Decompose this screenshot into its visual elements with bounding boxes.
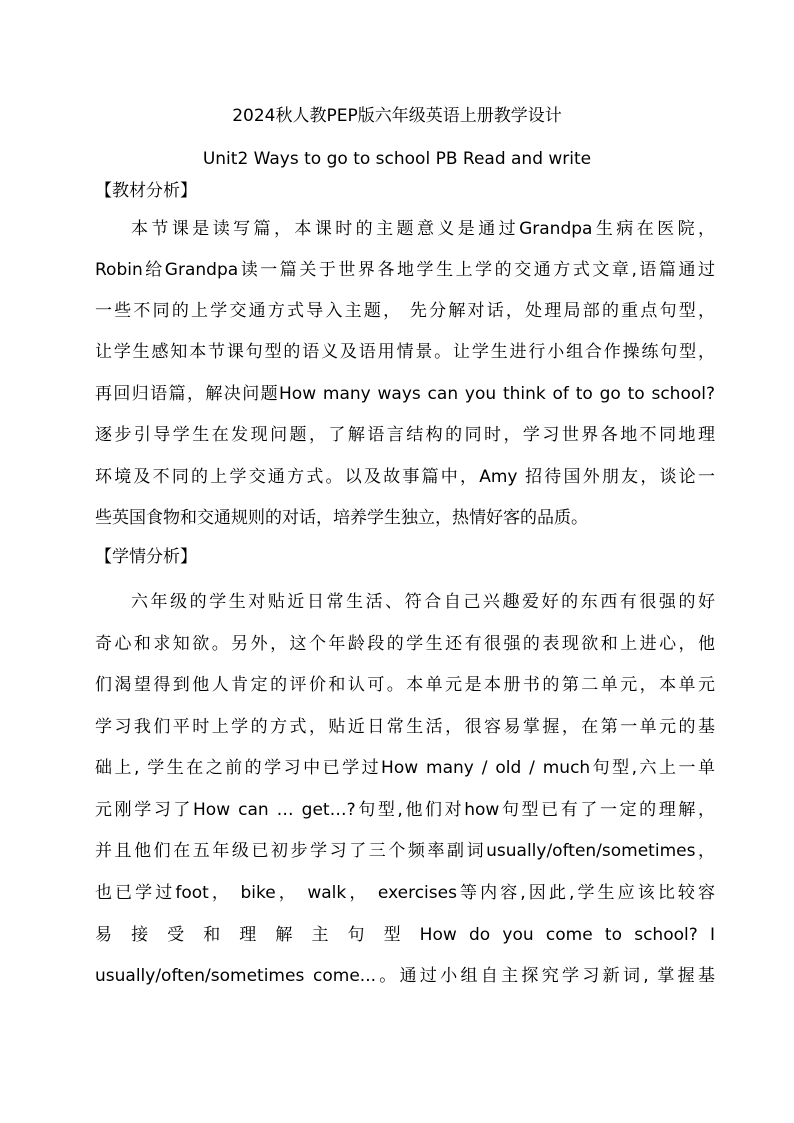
paragraph-line: 学习我们平时上学的方式，贴近日常生活，很容易掌握，在第一单元的基 [95,717,715,737]
paragraph-line: 易 接 受 和 理 解 主 句 型 How do you come to school? I [95,925,715,945]
paragraph-line: 些英国食物和交通规则的对话，培养学生独立，热情好客的品质。 [95,508,588,528]
paragraph-line: usually/often/sometimes come...。通过小组自主探究学习新词, 掌握基 [95,966,715,986]
paragraph-line: Robin给Grandpa读一篇关于世界各地学生上学的交通方式文章,语篇通过 [95,260,715,280]
paragraph-line: 础上, 学生在之前的学习中已学过How many / old / much句型,六上一单 [95,758,715,778]
paragraph-line: 一些不同的上学交通方式导入主题， 先分解对话，处理局部的重点句型， [95,301,715,321]
section-heading-textbook-analysis: 【教材分析】 [95,181,197,201]
document-title: 2024秋人教PEP版六年级英语上册教学设计 [232,106,562,126]
paragraph-line: 也已学过foot， bike， walk， exercises等内容,因此,学生应该比较容 [95,883,715,903]
paragraph-line: 六年级的学生对贴近日常生活、符合自己兴趣爱好的东西有很强的好 [131,592,715,612]
paragraph-line: 环境及不同的上学交通方式。以及故事篇中，Amy 招待国外朋友，谈论一 [95,467,715,487]
document-subtitle: Unit2 Ways to go to school PB Read and write [202,149,592,169]
paragraph-line: 本节课是读写篇，本课时的主题意义是通过Grandpa生病在医院， [131,219,715,239]
paragraph-line: 并且他们在五年级已初步学习了三个频率副词usually/often/sometimes， [95,841,715,861]
paragraph-line: 奇心和求知欲。另外，这个年龄段的学生还有很强的表现欲和上进心，他 [95,634,715,654]
paragraph-line: 再回归语篇，解决问题How many ways can you think of to go to school? [95,384,715,404]
paragraph-line: 让学生感知本节课句型的语义及语用情景。让学生进行小组合作操练句型， [95,342,715,362]
paragraph-line: 逐步引导学生在发现问题，了解语言结构的同时，学习世界各地不同地理 [95,425,715,445]
section-heading-learner-analysis: 【学情分析】 [95,547,197,567]
paragraph-line: 元刚学习了How can … get…?句型,他们对how句型已有了一定的理解， [95,800,715,820]
paragraph-line: 们渴望得到他人肯定的评价和认可。本单元是本册书的第二单元，本单元 [95,675,715,695]
